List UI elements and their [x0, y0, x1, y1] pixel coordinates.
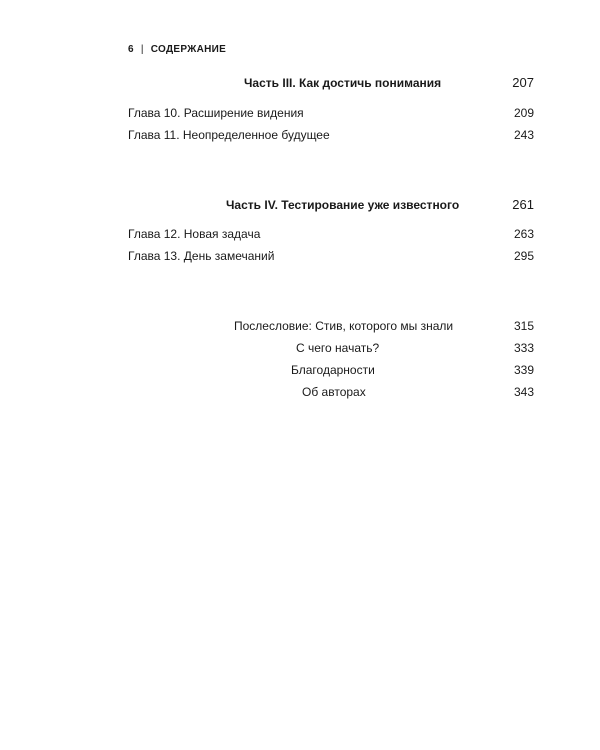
toc-entry-title: Благодарности: [291, 363, 375, 377]
header-separator: |: [140, 44, 144, 55]
toc-entry-title: Послесловие: Стив, которого мы знали: [234, 319, 454, 333]
toc-chapter-page: 209: [513, 106, 534, 120]
running-header: [128, 44, 226, 55]
section-title: СОДЕРЖАНИЕ: [150, 44, 227, 55]
toc-chapter-title: Глава 12. Новая задача: [128, 227, 261, 241]
toc-part-page: 261: [512, 197, 534, 212]
page-number: 6: [128, 44, 134, 55]
toc-chapter-11: [128, 128, 534, 142]
toc-chapter-title: Глава 13. День замечаний: [128, 249, 275, 263]
toc-part-title: Часть IV. Тестирование уже известного: [226, 198, 460, 212]
toc-entry-page: 343: [513, 385, 534, 399]
toc-entry-page: 315: [513, 319, 534, 333]
toc-chapter-title: Глава 11. Неопределенное будущее: [128, 128, 330, 142]
toc-entry-title: С чего начать?: [296, 341, 380, 355]
toc-chapter-12: [128, 227, 534, 241]
toc-chapter-title: Глава 10. Расширение видения: [128, 106, 304, 120]
toc-chapter-page: 243: [513, 128, 534, 142]
toc-part-title: Часть III. Как достичь понимания: [244, 76, 442, 90]
toc-entry-page: 333: [513, 341, 534, 355]
toc-chapter-page: 263: [513, 227, 534, 241]
toc-entry-page: 339: [513, 363, 534, 377]
toc-chapter-page: 295: [513, 249, 534, 263]
toc-entry-title: Об авторах: [302, 385, 366, 399]
toc-chapter-13: [128, 249, 534, 263]
toc-chapter-10: [128, 106, 534, 120]
toc-part-page: 207: [512, 75, 534, 90]
